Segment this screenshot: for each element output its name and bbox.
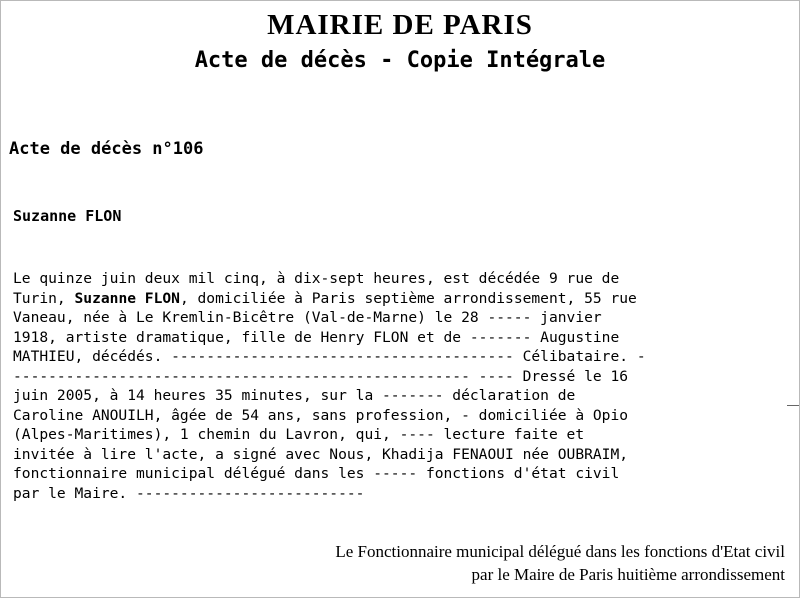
footer-line-2: par le Maire de Paris huitième arrondissement — [471, 565, 785, 585]
act-body — [13, 269, 653, 503]
document-footer — [335, 541, 785, 587]
act-body-part2: , domiciliée à Paris septième arrondissement, 55 rue Vaneau, née à Le Kremlin-Bicêtre (Val-de-Marne) le 28 ----- janvier 1918, artiste dramatique, fille de Henry FLON et de ------- Augustine MATHIEU, décédés. --------------------------------------- Célibataire. ----------------------------------------------------- ---- Dressé le 16 juin 2005, à 14 heures 35 minutes, sur la ------- déclaration de Caroline ANOUILH, âgée de 54 ans, sans profession, - domiciliée à Opio (Alpes-Maritimes), 1 chemin du Lavron, qui, ---- lecture faite et invitée à lire l'acte, a signé avec Nous, Khadija FENAOUI née OUBRAIM, fonctionnaire municipal délégué dans les ----- fonctions d'état civil par le Maire. -------------------------- — [13, 289, 646, 502]
page-title: MAIRIE DE PARIS — [267, 9, 533, 41]
act-number: Acte de décès n°106 — [9, 139, 204, 160]
deceased-name: Suzanne FLON — [13, 207, 122, 226]
act-body-part1: Le quinze juin deux mil cinq, à dix-sept heures, est décédée 9 rue de Turin, — [13, 270, 629, 307]
page-subtitle: Acte de décès - Copie Intégrale — [194, 48, 606, 74]
margin-tick-mark — [787, 405, 799, 406]
footer-line-1: Le Fonctionnaire municipal délégué dans les fonctions d'Etat civil — [335, 542, 785, 562]
document-header — [1, 1, 799, 73]
act-body-highlight: Suzanne FLON — [74, 289, 180, 307]
